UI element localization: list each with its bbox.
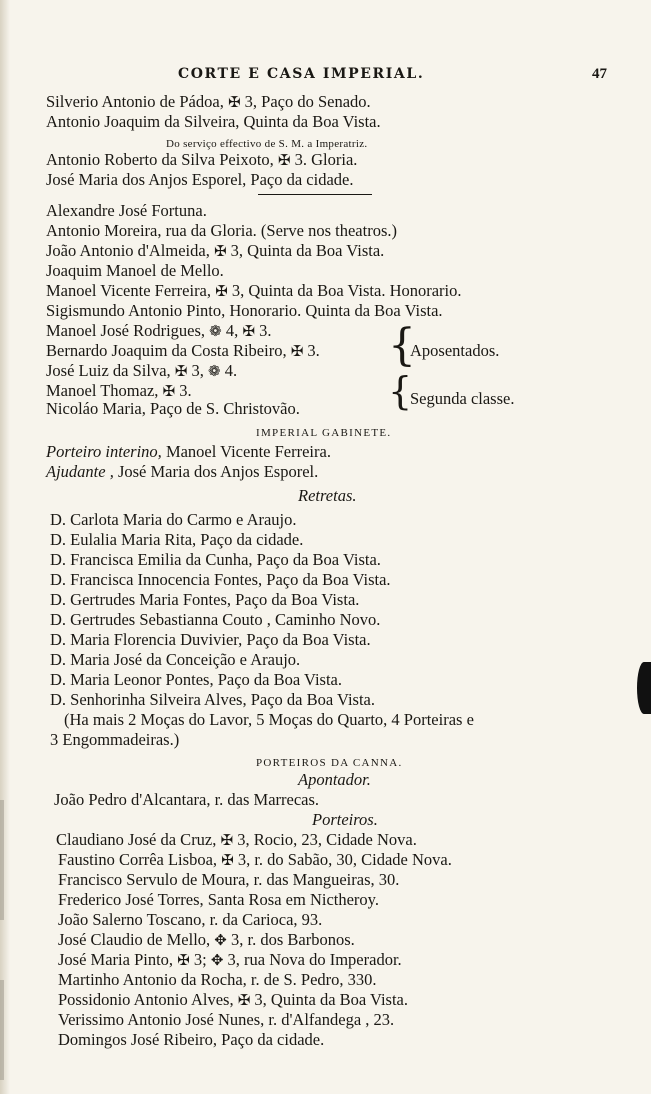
- list-item: D. Francisca Innocencia Fontes, Paço da Boa Vista.: [50, 570, 391, 589]
- entry-line: Alexandre José Fortuna.: [46, 201, 207, 220]
- list-item: D. Maria Leonor Pontes, Paço da Boa Vista.: [50, 670, 342, 689]
- section-heading: IMPERIAL GABINETE.: [256, 427, 392, 439]
- rosette-icon: ❁: [209, 322, 222, 340]
- list-item: D. Maria José da Conceição e Araujo.: [50, 650, 301, 669]
- list-item: D. Senhorinha Silveira Alves, Paço da Boa Vista.: [50, 690, 375, 709]
- list-item: Martinho Antonio da Rocha, r. de S. Pedro, 330.: [58, 970, 377, 989]
- brace: {: [388, 369, 413, 413]
- cross-icon: ✠: [277, 151, 291, 169]
- group-label: Segunda classe.: [410, 389, 515, 408]
- list-item: José Maria Pinto, ✠ 3; ✥ 3, rua Nova do Imperador.: [58, 950, 402, 969]
- list-item: D. Eulalia Maria Rita, Paço da cidade.: [50, 530, 304, 549]
- page-speckle: [0, 800, 4, 920]
- cross-icon: ✠: [237, 991, 251, 1009]
- page-header: [0, 66, 651, 88]
- list-item: Verissimo Antonio José Nunes, r. d'Alfandega , 23.: [58, 1010, 395, 1029]
- star-cross-icon: ✥: [210, 951, 224, 969]
- divider-rule: [258, 194, 372, 195]
- cross-icon: ✠: [227, 93, 241, 111]
- cross-icon: ✠: [220, 831, 234, 849]
- list-item: D. Carlota Maria do Carmo e Araujo.: [50, 510, 297, 529]
- list-item: Frederico José Torres, Santa Rosa em Nictheroy.: [58, 890, 379, 909]
- note-line: (Ha mais 2 Moças do Lavor, 5 Moças do Quarto, 4 Porteiras e: [64, 710, 474, 729]
- entry-line: Antonio Moreira, rua da Gloria. (Serve nos theatros.): [46, 221, 397, 240]
- cross-icon: ✠: [290, 342, 304, 360]
- list-item: João Pedro d'Alcantara, r. das Marrecas.: [54, 790, 320, 809]
- list-item: D. Gertrudes Maria Fontes, Paço da Boa Vista.: [50, 590, 360, 609]
- entry-line: Ajudante , José Maria dos Anjos Esporel.: [46, 462, 319, 481]
- entry-line: Manoel Thomaz, ✠ 3.: [46, 381, 192, 400]
- list-item: Francisco Servulo de Moura, r. das Mangueiras, 30.: [58, 870, 400, 889]
- list-item: Possidonio Antonio Alves, ✠ 3, Quinta da Boa Vista.: [58, 990, 409, 1009]
- entry-line: Silverio Antonio de Pádoa, ✠ 3, Paço do Senado.: [46, 92, 371, 111]
- list-item: D. Gertrudes Sebastianna Couto , Caminho Novo.: [50, 610, 381, 629]
- section-note: Do serviço effectivo de S. M. a Imperatriz.: [166, 138, 368, 150]
- cross-icon: ✠: [174, 362, 188, 380]
- group-label: Aposentados.: [410, 341, 500, 360]
- star-cross-icon: ✥: [214, 931, 227, 949]
- entry-line: Porteiro interino, Manoel Vicente Ferreira.: [46, 442, 331, 461]
- cross-icon: ✠: [162, 382, 176, 400]
- subsection-heading: Apontador.: [298, 770, 371, 789]
- page-speckle: [0, 980, 4, 1080]
- running-title: CORTE E CASA IMPERIAL.: [178, 66, 425, 82]
- entry-line: Nicoláo Maria, Paço de S. Christovão.: [46, 399, 300, 418]
- section-heading: PORTEIROS DA CANNA.: [256, 757, 403, 769]
- rosette-icon: ❁: [207, 362, 221, 380]
- cross-icon: ✠: [177, 951, 190, 969]
- entry-line: João Antonio d'Almeida, ✠ 3, Quinta da Boa Vista.: [46, 241, 385, 260]
- subsection-heading: Retretas.: [298, 486, 357, 505]
- list-item: João Salerno Toscano, r. da Carioca, 93.: [58, 910, 323, 929]
- list-item: José Claudio de Mello, ✥ 3, r. dos Barbonos.: [58, 930, 355, 949]
- entry-line: José Luiz da Silva, ✠ 3, ❁ 4.: [46, 361, 238, 380]
- ink-blot: [637, 662, 651, 714]
- list-item: Domingos José Ribeiro, Paço da cidade.: [58, 1030, 325, 1049]
- list-item: D. Maria Florencia Duvivier, Paço da Boa Vista.: [50, 630, 371, 649]
- entry-line: Joaquim Manoel de Mello.: [46, 261, 224, 280]
- entry-line: José Maria dos Anjos Esporel, Paço da cidade.: [46, 170, 354, 189]
- cross-icon: ✠: [242, 322, 255, 340]
- list-item: Faustino Corrêa Lisboa, ✠ 3, r. do Sabão, 30, Cidade Nova.: [58, 850, 452, 869]
- cross-icon: ✠: [213, 242, 227, 260]
- entry-line: Sigismundo Antonio Pinto, Honorario. Quinta da Boa Vista.: [46, 301, 443, 320]
- entry-line: Antonio Roberto da Silva Peixoto, ✠ 3. Gloria.: [46, 150, 358, 169]
- cross-icon: ✠: [221, 851, 234, 869]
- subsection-heading: Porteiros.: [312, 810, 378, 829]
- list-item: D. Francisca Emilia da Cunha, Paço da Boa Vista.: [50, 550, 381, 569]
- entry-line: Manoel José Rodrigues, ❁ 4, ✠ 3.: [46, 321, 272, 340]
- note-line: 3 Engommadeiras.): [50, 730, 180, 749]
- entry-line: Manoel Vicente Ferreira, ✠ 3, Quinta da Boa Vista. Honorario.: [46, 281, 462, 300]
- page-number: 47: [592, 66, 607, 82]
- entry-line: Bernardo Joaquim da Costa Ribeiro, ✠ 3.: [46, 341, 320, 360]
- cross-icon: ✠: [215, 282, 228, 300]
- page-binding-shadow: [0, 0, 10, 1094]
- list-item: Claudiano José da Cruz, ✠ 3, Rocio, 23, Cidade Nova.: [56, 830, 417, 849]
- entry-line: Antonio Joaquim da Silveira, Quinta da Boa Vista.: [46, 112, 381, 131]
- brace: {: [388, 320, 416, 371]
